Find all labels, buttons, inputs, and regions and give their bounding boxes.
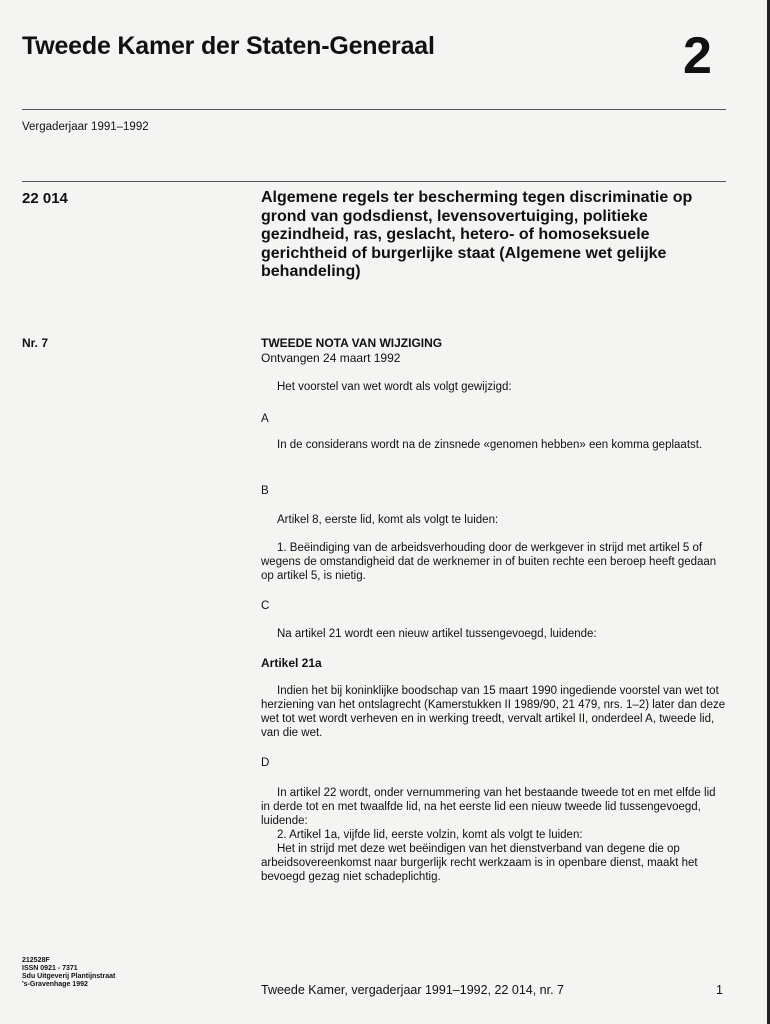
section-c-text: Indien het bij koninklijke boodschap van 15 maart 1990 ingediende voorstel van wet tot herziening van het ontslagrecht (Kamerstukken II 1989/90, 21 479, nrs. 1–2) later dan deze wet tot wet wordt verheven en in werking treedt, vervalt artikel II, onderdeel A, tweede lid, van die wet. — [261, 685, 726, 739]
colophon-publisher: Sdu Uitgeverij Plantijnstraat — [22, 973, 116, 980]
section-a-text: In de considerans wordt na de zinsnede «genomen hebben» een komma geplaatst. — [277, 439, 703, 451]
section-d-body — [261, 786, 726, 884]
nota-heading: TWEEDE NOTA VAN WIJZIGING — [261, 336, 443, 350]
section-d-text: In artikel 22 wordt, onder vernummering van het bestaande tweede tot en met elfde lid in derde tot en met twaalfde lid, na het eerste lid een nieuw tweede lid tussengevoegd, luidende: — [261, 787, 716, 827]
header-divider — [22, 109, 726, 110]
section-b-intro — [261, 513, 726, 527]
section-letter-a: A — [261, 413, 269, 425]
section-c-intro-text: Na artikel 21 wordt een nieuw artikel tussengevoegd, luidende: — [277, 628, 597, 640]
section-b-text: 1. Beëindiging van de arbeidsverhouding door de werkgever in strijd met artikel 5 of wegens de omstandigheid dat de werknemer in of buiten rechte een beroep heeft gedaan op artikel 5, is nietig. — [261, 542, 717, 582]
section-d-quote: Het in strijd met deze wet beëindigen van het dienstverband van degene die op arbeidsovereenkomst naar burgerlijk recht werkzaam is in openbare dienst, maakt het bevoegd gezag niet schadeplichtig. — [261, 843, 698, 883]
section-b-body — [261, 541, 726, 583]
section-b-intro-text: Artikel 8, eerste lid, komt als volgt te luiden: — [277, 514, 499, 526]
intro-text: Het voorstel van wet wordt als volgt gewijzigd: — [277, 381, 512, 393]
dossier-number: 22 014 — [22, 190, 68, 207]
colophon — [22, 957, 115, 989]
colophon-code: 212528F — [22, 957, 50, 964]
section-c-intro — [261, 627, 726, 641]
page-number: 1 — [716, 983, 723, 997]
footer-reference: Tweede Kamer, vergaderjaar 1991–1992, 22 014, nr. 7 — [261, 983, 564, 997]
session-year: Vergaderjaar 1991–1992 — [22, 121, 149, 133]
received-date: Ontvangen 24 maart 1992 — [261, 351, 401, 365]
chamber-title: Tweede Kamer der Staten-Generaal — [22, 32, 435, 60]
document-nr: Nr. 7 — [22, 336, 49, 350]
section-letter-b: B — [261, 485, 269, 497]
dossier-title: Algemene regels ter bescherming tegen discriminatie op grond van godsdienst, levensovertuiging, politieke gezindheid, ras, geslacht, hetero- of homoseksuele gerichtheid of burgerlijke staat (Algemene wet gelijke behandeling) — [261, 189, 693, 280]
document-number: 2 — [683, 27, 712, 85]
colophon-issn: ISSN 0921 - 7371 — [22, 965, 78, 972]
section-letter-d: D — [261, 757, 270, 769]
intro-paragraph — [261, 380, 726, 394]
colophon-place: 's-Gravenhage 1992 — [22, 981, 88, 988]
section-letter-c: C — [261, 600, 270, 612]
section-d-subclause: 2. Artikel 1a, vijfde lid, eerste volzin, komt als volgt te luiden: — [277, 829, 583, 841]
session-divider — [22, 181, 726, 182]
section-c-body — [261, 684, 726, 740]
article-21a-heading: Artikel 21a — [261, 656, 322, 670]
section-a-body — [261, 438, 726, 452]
